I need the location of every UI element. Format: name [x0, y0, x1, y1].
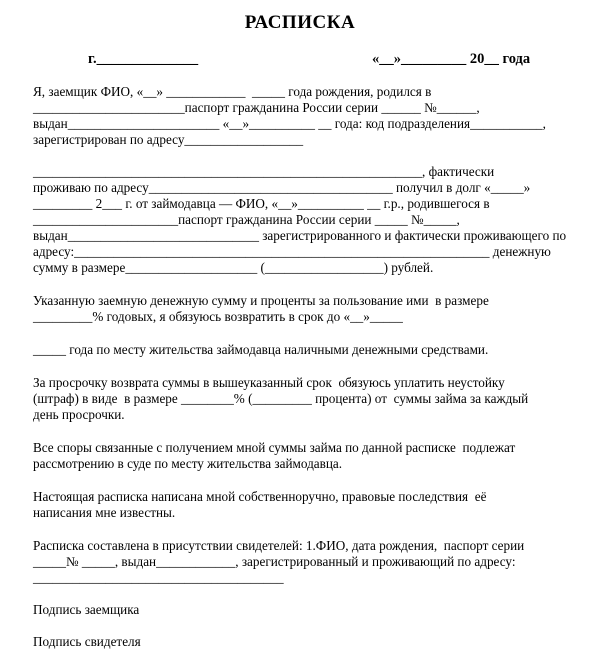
city-blank: г.______________ [88, 51, 199, 67]
date-blank: «__»_________ 20__ года [372, 51, 531, 67]
body-line: рассмотрению в суде по месту жительства займодавца. [33, 456, 343, 471]
body-line: (штраф) в виде в размере ________% (_________ процента) от суммы займа за каждый [33, 391, 529, 406]
borrower-signature-label: Подпись заемщика [33, 602, 140, 617]
body-line: _____ года по месту жительства займодавца наличными денежными средствами. [33, 342, 489, 357]
body-line: проживаю по адресу_____________________________________ получил в долг «_____» [33, 180, 531, 195]
body-line: _________ 2___ г. от займодавца — ФИО, «__»__________ __ г.р., родившегося в [33, 196, 490, 211]
body-line: Настоящая расписка написана мной собственноручно, правовые последствия её [33, 489, 487, 504]
witness-signature-label: Подпись свидетеля [33, 634, 141, 649]
body-line: выдан_____________________________ зарегистрированного и фактически проживающего по [33, 228, 567, 243]
body-line: Указанную заемную денежную сумму и проценты за пользование ими в размере [33, 293, 489, 308]
body-line: Я, заемщик ФИО, «__» ____________ _____ года рождения, родился в [33, 84, 432, 99]
body-line: Все споры связанные с получением мной суммы займа по данной расписке подлежат [33, 440, 516, 455]
body-line: ______________________паспорт гражданина России серии _____ №_____, [33, 212, 460, 227]
body-line: ___________________________________________________________, фактически [33, 164, 495, 179]
body-line: выдан_______________________ «__»__________ __ года: код подразделения___________, [33, 116, 546, 131]
body-line: зарегистрирован по адресу__________________ [33, 132, 304, 147]
body-line: За просрочку возврата суммы в вышеуказанный срок обязуюсь уплатить неустойку [33, 375, 505, 390]
body-line: написания мне известны. [33, 505, 176, 520]
body-line: _____№ _____, выдан____________, зарегистрированный и проживающий по адресу: [33, 554, 516, 569]
body-line: _______________________паспорт гражданина России серии ______ №______, [33, 100, 480, 115]
body-line: сумму в размере____________________ (__________________) рублей. [33, 260, 434, 275]
body-line: адресу:_______________________________________________________________ денежную [33, 244, 551, 259]
body-line: день просрочки. [33, 407, 125, 422]
body-line: ______________________________________ [33, 570, 284, 585]
body-line: _________% годовых, я обязуюсь возвратить в срок до «__»_____ [33, 309, 403, 324]
document-title: РАСПИСКА [244, 12, 356, 33]
body-line: Расписка составлена в присутствии свидетелей: 1.ФИО, дата рождения, паспорт серии [33, 538, 525, 553]
